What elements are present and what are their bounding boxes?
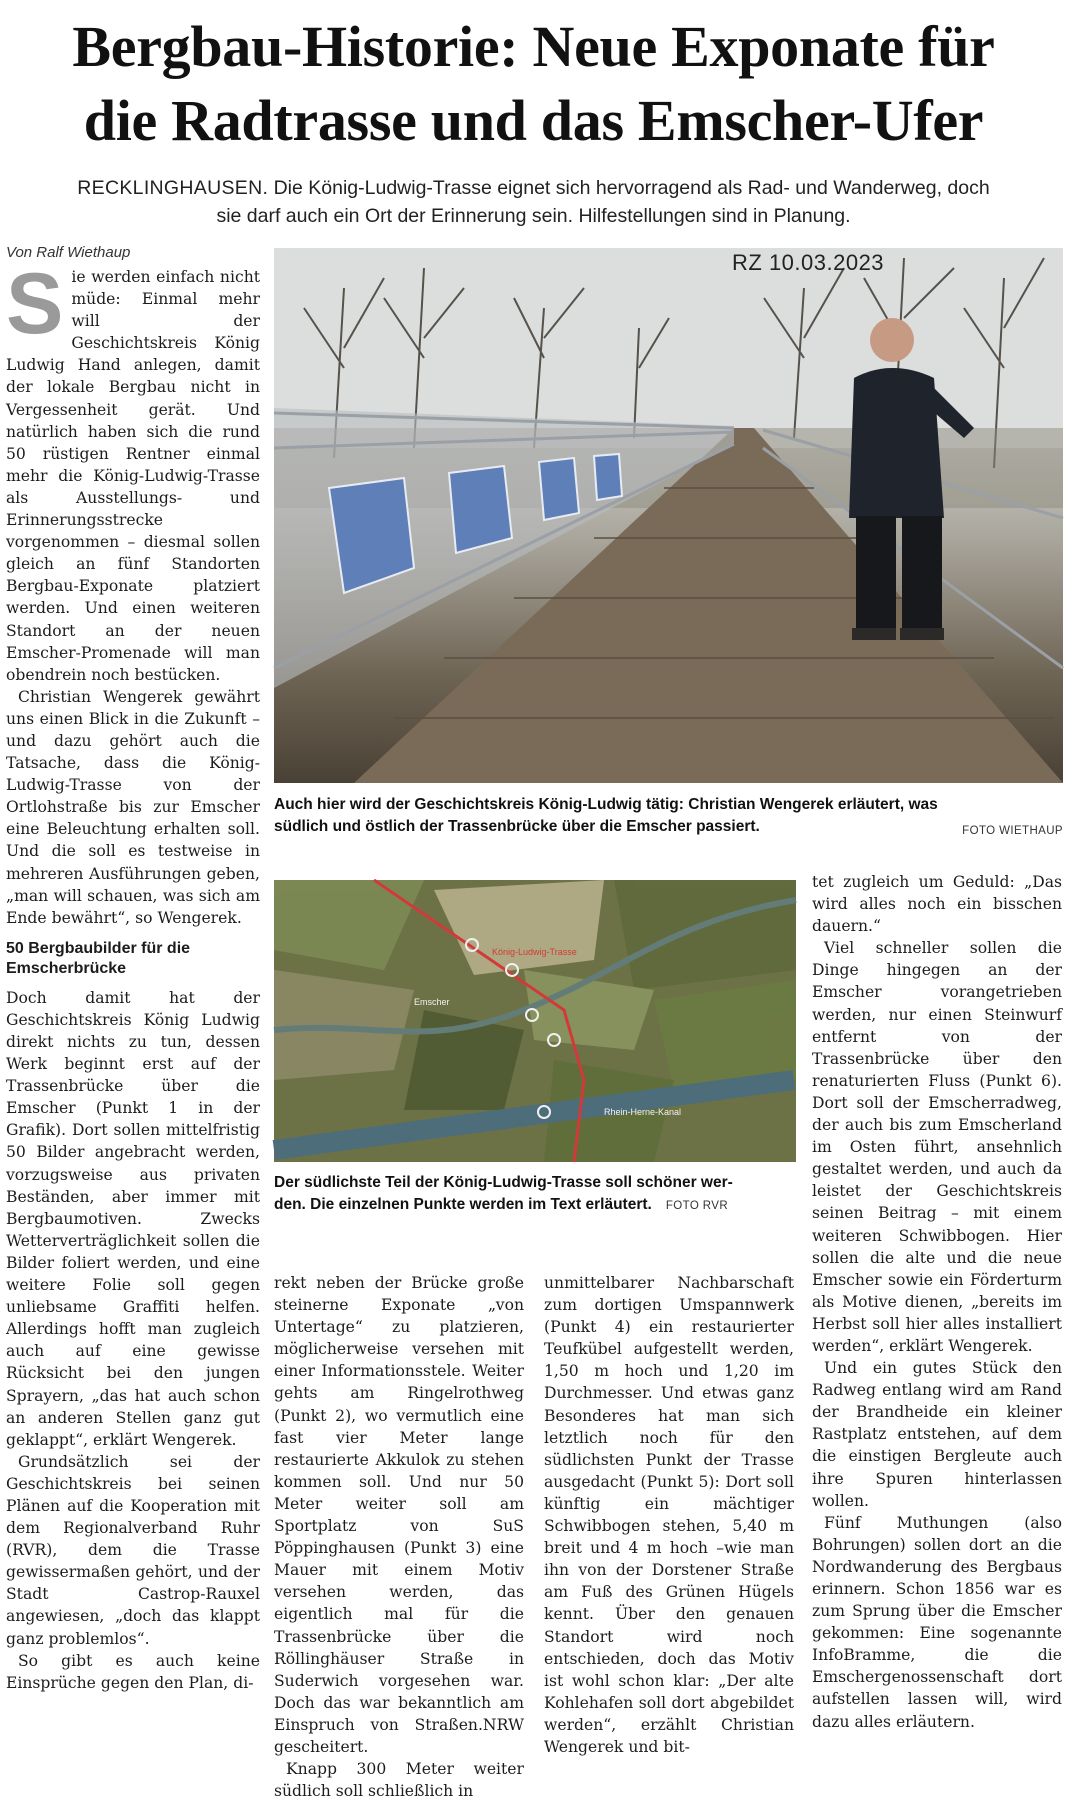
map-caption <box>274 1172 796 1217</box>
date-stamp: RZ 10.03.2023 <box>732 250 885 275</box>
caption-line: südlich und östlich der Trassenbrücke über die Emscher passiert. <box>274 818 760 835</box>
paragraph: So gibt es auch keine Einsprüche gegen den Plan, di- <box>6 1651 260 1692</box>
paragraph: Sie werden einfach nicht müde: Einmal mehr will der Geschichtskreis König Ludwig Hand anlegen, damit der lokale Bergbau nicht in Vergessenheit gerät. Und natürlich haben sich die rund 50 rüstigen Rentner einmal mehr die König-Ludwig-Trasse als Ausstellungs- und Erinnerungsstrecke vorgenommen – diesmal sollen gleich an fünf Standorten Bergbau-Exponate platziert werden. Und einen weiteren Standort an der neuen Emscher-Promenade will man obendrein noch bestücken. <box>6 256 260 684</box>
map-label-emscher: Emscher <box>414 997 450 1007</box>
paragraph: Knapp 300 Meter weiter südlich soll schließlich in <box>274 1760 524 1801</box>
paragraph: Fünf Muthungen (also Bohrungen) sollen dort an die Nordwanderung des Bergbaus erinnern. Schon 1856 war es zum Sprung über die Emscher gekommen: Eine sogenannte InfoBramme, die die Emschergenossenschaft dort aufstellen lassen will, wird dazu alles erläutern. <box>812 1513 1062 1731</box>
lead-text-1: Die König-Ludwig-Trasse eignet sich hervorragend als Rad- und Wanderweg, doch <box>268 177 990 199</box>
article-headline <box>0 10 1067 158</box>
paragraph: Und ein gutes Stück den Radweg entlang wird am Rand der Brandheide ein kleiner Rastplatz entstehen, auf dem die einstigen Bergleute auch ihre Spuren hinterlassen wollen. <box>812 1359 1062 1510</box>
lead-text-2: sie darf auch ein Ort der Erinnerung sein. Hilfestellungen sind in Planung. <box>216 205 851 227</box>
paragraph: rekt neben der Brücke große steinerne Exponate „von Untertage“ zu platzieren, möglicherweise versehen mit einer Informationsstele. Weiter gehts am Ringelrothweg (Punkt 2), wo vermutlich eine fast vier Meter lange restaurierte Akkulok zu stehen kommen soll. Und nur 50 Meter weiter soll am Sportplatz von SuS Pöppinghausen (Punkt 3) eine Mauer mit einem Motiv versehen werden, das eigentlich mal für die Trassenbrücke über die Röllinghäuser Straße in Suderwich vorgesehen war. Doch das war bekanntlich am Einspruch von Straßen.NRW gescheitert. <box>274 1274 524 1756</box>
bridge-photo-illustration <box>274 248 1063 783</box>
paragraph: Christian Wengerek gewährt uns einen Blick in die Zukunft – und dazu gehört auch die Tatsache, dass die König-Ludwig-Trasse von der Ortlohstraße bis zur Emscher eine Beleuchtung erhalten soll. Und die soll es testweise in mehreren Ausführungen geben, „man will schauen, was sich am Ende bewährt“, so Wengerek. <box>6 687 260 927</box>
caption-line: Auch hier wird der Geschichtskreis König-Ludwig tätig: Christian Wengerek erläutert, was <box>274 796 938 813</box>
photo-credit: FOTO RVR <box>665 1200 729 1212</box>
article-column-4 <box>812 871 1062 1782</box>
headline-line-1: Bergbau-Historie: Neue Exponate für <box>72 14 995 79</box>
article-column-2 <box>274 1272 524 1801</box>
paragraph: Doch damit hat der Geschichtskreis König Ludwig direkt nichts zu tun, dessen Werk beginnt erst auf der Trassenbrücke über die Emscher (Punkt 1 in der Grafik). Dort sollen mittelfristig 50 Bilder angebracht werden, vorzugsweise aus privaten Beständen, aber immer mit Bergbaumotiven. Zwecks Wetterverträglichkeit sollen die Bilder foliert werden, und eine weitere Folie soll gegen unliebsame Graffiti helfen. Allerdings hofft man zugleich auch auf eine gewisse Rücksicht bei den jungen Sprayern, „das hat auch schon an anderen Stellen ganz gut geklappt“, erklärt Wengerek. <box>6 988 260 1449</box>
photo-credit: FOTO WIETHAUP <box>962 825 1063 837</box>
map-label-kanal: Rhein-Herne-Kanal <box>604 1107 682 1117</box>
paragraph: tet zugleich um Geduld: „Das wird alles noch ein bisschen dauern.“ <box>812 873 1062 936</box>
paragraph: unmittelbarer Nachbarschaft zum dortigen Umspannwerk (Punkt 4) ein restaurierter Teufkübel aufgestellt werden, 1,50 m hoch und 1,20 im Durchmesser. Und etwas ganz Besonderes hat man sich letztlich noch für den südlichsten Punkt der Trasse ausgedacht (Punkt 5): Dort soll künftig ein mächtiger Schwibbogen stehen, 5,40 m breit und 4 m hoch –wie man ihn von der Dorstener Straße am Fuß des Grünen Hügels kennt. Über den genauen Standort wird noch entschieden, doch das Motiv ist wohl schon klar: „Der alte Kohlehafen soll dort abgebildet werden“, erzählt Christian Wengerek und bit- <box>544 1274 794 1756</box>
drop-cap: S <box>6 256 64 352</box>
paragraph: Grundsätzlich sei der Geschichtskreis bei seinen Plänen auf die Kooperation mit dem Regionalverband Ruhr (RVR), dem die Trasse gewissermaßen gehört, und der Stadt Castrop-Rauxel angewiesen, „doch das klappt ganz problemlos“. <box>6 1452 260 1648</box>
subheading: 50 Bergbaubilder für die Emscherbrücke <box>6 939 191 977</box>
caption-line: den. Die einzelnen Punkte werden im Text erläutert. <box>274 1196 652 1213</box>
article-column-3 <box>544 1272 794 1782</box>
dateline: RECKLINGHAUSEN. <box>77 177 269 199</box>
map-label-trasse: König-Ludwig-Trasse <box>492 947 577 957</box>
paragraph: Viel schneller sollen die Dinge hingegen an der Emscher vorangetrieben werden, nur einen Steinwurf entfernt von der Trassenbrücke über den renaturierten Fluss (Punkt 6). Dort soll der Emscherradweg, der auch bis zum Emscherland im Osten führt, ansehnlich gestaltet werden, und auch da leistet der Geschichtskreis seinen Beitrag – mit einem weiteren Schwibbogen. Hier sollen die alte und die neue Emscher sowie ein Förderturm als Motive dienen, „bereits im Herbst soll hier alles installiert werden“, erklärt Wengerek. <box>812 939 1062 1355</box>
aerial-map-illustration <box>274 880 796 1162</box>
headline-line-2: die Radtrasse und das Emscher-Ufer <box>83 88 984 153</box>
article-lead <box>40 174 1027 230</box>
caption-line: Der südlichste Teil der König-Ludwig-Trasse soll schöner wer- <box>274 1174 733 1191</box>
byline: Von Ralf Wiethaup <box>6 244 131 261</box>
bridge-photo-caption <box>274 794 1063 838</box>
bridge-photo <box>274 248 1063 783</box>
article-column-1 <box>6 256 260 1776</box>
aerial-map <box>274 880 796 1162</box>
